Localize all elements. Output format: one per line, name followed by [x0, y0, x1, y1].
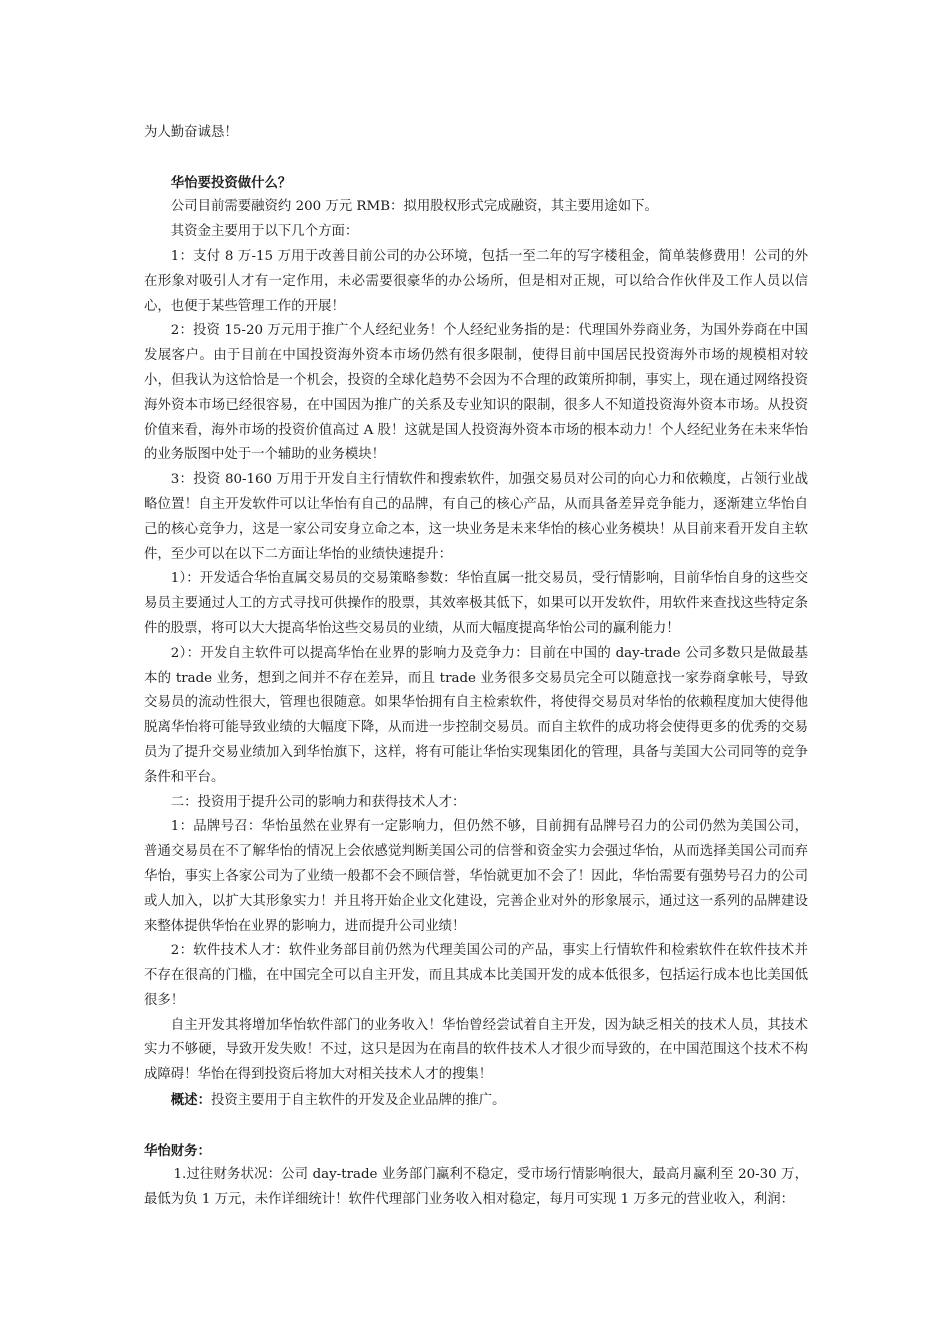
paragraph-use-2: 2：投资 15-20 万元用于推广个人经纪业务！个人经纪业务指的是：代理国外券商业务，为国外券商在中国发展客户。由于目前在中国投资海外资本市场仍然有很多限制，使得目前中国居民投资海外市场的规模相对较小，但我认为这恰恰是一个机会，投资的全球化趋势不会因为不合理的政策所抑制，事实上，现在通过网络投资海外资本市场已经很容易，在中国因为推广的关系及专业知识的限制，很多人不知道投资海外资本市场。从投资价值来看，海外市场的投资价值高过 A 股！这就是国人投资海外资本市场的根本动力！个人经纪业务在未来华怡的业务版图中处于一个辅助的业务模块！	[144, 323, 808, 463]
paragraph-summary	[144, 1088, 808, 1114]
paragraph-past-finance: 1.过往财务状况：公司 day-trade 业务部门赢利不稳定，受市场行情影响很大，最高月赢利至 20-30 万，最低为负 1 万元，未作详细统计！软件代理部门业务收入相对稳定，每月可实现 1 万多元的营业收入，利润：	[144, 1167, 808, 1208]
paragraph-intro-end: 为人勤奋诚恳！	[144, 125, 238, 140]
summary-label: 概述：	[170, 1092, 211, 1109]
paragraph-self-dev: 自主开发其将增加华怡软件部门的业务收入！华怡曾经尝试着自主开发，因为缺乏相关的技术人员，其技术实力不够硬，导致开发失败！不过，这只是因为在南昌的软件技术人才很少而导致的，在中国范围这个技术不构成障碍！华怡在得到投资后将加大对相关技术人才的搜集！	[144, 1017, 808, 1083]
summary-text: 投资主要用于自主软件的开发及企业品牌的推广。	[210, 1093, 506, 1109]
paragraph-tech-talent: 2：软件技术人才：软件业务部目前仍然为代理美国公司的产品，事实上行情软件和检索软件在软件技术并不存在很高的门槛，在中国完全可以自主开发，而且其成本比美国开发的成本低很多，包括运行成本也比美国低很多！	[144, 943, 808, 1008]
spacer	[144, 1114, 808, 1139]
spacer	[144, 146, 808, 171]
paragraph-section-two: 二：投资用于提升公司的影响力和获得技术人才：	[170, 794, 466, 810]
paragraph-brand: 1：品牌号召：华怡虽然在业界有一定影响力，但仍然不够，目前拥有品牌号召力的公司仍然为美国公司，普通交易员在不了解华怡的情况上会依感觉判断美国公司的信誉和资金实力会强过华怡，从而选择美国公司而弃华怡，事实上各家公司为了业绩一般都不会不顾信誉，华怡就更加不会了！因此，华怡需要有强势号召力的公司或人加入，以扩大其形象实力！并且将开始企业文化建设，完善企业对外的形象展示，通过这一系列的品牌建设来整体提供华怡在业界的影响力，进而提升公司业绩！	[144, 819, 808, 934]
document-body	[144, 121, 808, 1213]
paragraph-use-3-1: 1）：开发适合华怡直属交易员的交易策略参数：华怡直属一批交易员，受行情影响，目前华怡自身的这些交易员主要通过人工的方式寻找可供操作的股票，其效率极其低下，如果可以开发软件，用软件来查找这些特定条件的股票，将可以大大提高华怡这些交易员的业绩，从而大幅度提高华怡公司的赢利能力！	[144, 571, 808, 636]
section-heading-finance: 华怡财务：	[144, 1142, 211, 1159]
paragraph-financing: 公司目前需要融资约 200 万元 RMB：拟用股权形式完成融资，其主要用途如下。	[170, 199, 658, 215]
paragraph-use-3-2: 2）：开发自主软件可以提高华怡在业界的影响力及竞争力：目前在中国的 day-trade 公司多数只是做最基本的 trade 业务，想到之间并不存在差异，而且 trade 业务很多交易员完全可以随意找一家券商拿帐号，导致交易员的流动性很大，管理也很随意。如果华怡拥有自主检索软件，将使得交易员对华怡的依赖程度加大使得他脱离华怡将可能导致业绩的大幅度下降，从而进一步控制交易员。而自主软件的成功将会使得更多的优秀的交易员为了提升交易业绩加入到华怡旗下，这样，将有可能让华怡实现集团化的管理，具备与美国大公司同等的竞争条件和平台。	[144, 645, 808, 785]
paragraph-uses-intro: 其资金主要用于以下几个方面：	[170, 224, 359, 240]
paragraph-use-3: 3：投资 80-160 万用于开发自主行情软件和搜索软件，加强交易员对公司的向心力和依赖度，占领行业战略位置！自主开发软件可以让华怡有自己的品牌，有自己的核心产品，从而具备差异竞争能力，逐渐建立华怡自己的核心竞争力，这是一家公司安身立命之本，这一块业务是未来华怡的核心业务模块！从目前来看开发自主软件，至少可以在以下二方面让华怡的业绩快速提升：	[144, 472, 808, 562]
paragraph-use-1: 1：支付 8 万-15 万用于改善目前公司的办公环境，包括一至二年的写字楼租金，简单装修费用！公司的外在形象对吸引人才有一定作用，未必需要很豪华的办公场所，但是相对正规，可以给合作伙伴及工作人员以信心，也便于某些管理工作的开展！	[144, 248, 808, 314]
section-heading-investment: 华怡要投资做什么？	[170, 174, 292, 191]
